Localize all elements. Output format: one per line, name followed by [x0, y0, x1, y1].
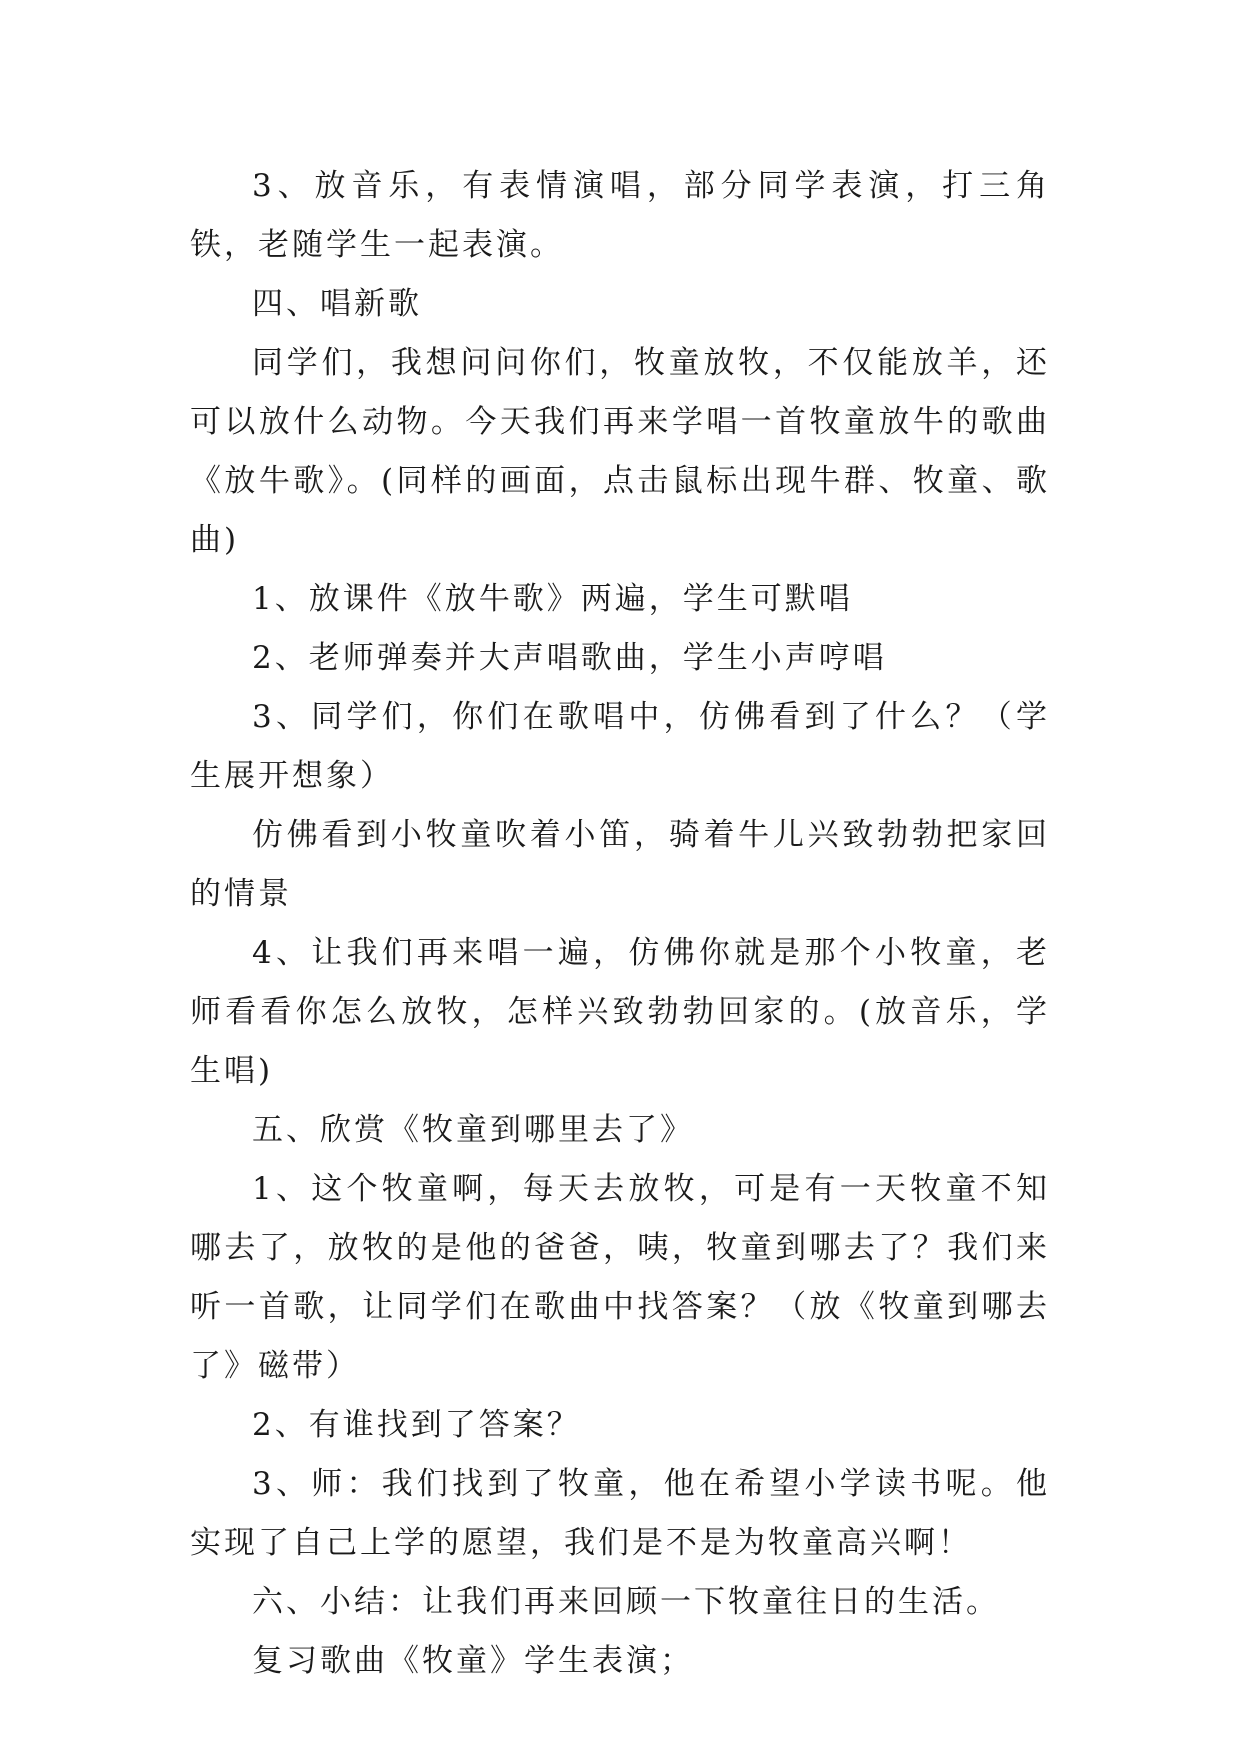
- paragraph-1: 3、放音乐，有表情演唱，部分同学表演，打三角铁，老随学生一起表演。: [190, 168, 1050, 263]
- section-heading-appreciation: 五、欣赏《牧童到哪里去了》: [252, 1112, 694, 1148]
- paragraph-10: 1、这个牧童啊，每天去放牧，可是有一天牧童不知哪去了，放牧的是他的爸爸，咦，牧童到哪去了？我们来听一首歌，让同学们在歌曲中找答案？（放《牧童到哪去了》磁带）: [190, 1171, 1050, 1384]
- paragraph-4: 1、放课件《放牛歌》两遍，学生可默唱: [252, 581, 853, 617]
- paragraph-14: 复习歌曲《牧童》学生表演；: [252, 1643, 694, 1679]
- paragraph-12: 3、师：我们找到了牧童，他在希望小学读书呢。他实现了自己上学的愿望，我们是不是为牧童高兴啊！: [190, 1466, 1050, 1561]
- section-heading-sing-new-song: 四、唱新歌: [252, 286, 422, 322]
- paragraph-11: 2、有谁找到了答案？: [252, 1407, 581, 1443]
- paragraph-7: 仿佛看到小牧童吹着小笛，骑着牛儿兴致勃勃把家回的情景: [190, 817, 1050, 912]
- paragraph-5: 2、老师弹奏并大声唱歌曲，学生小声哼唱: [252, 640, 887, 676]
- paragraph-3: 同学们，我想问问你们，牧童放牧，不仅能放羊，还可以放什么动物。今天我们再来学唱一首牧童放牛的歌曲《放牛歌》。(同样的画面，点击鼠标出现牛群、牧童、歌曲): [190, 345, 1050, 558]
- paragraph-8: 4、让我们再来唱一遍，仿佛你就是那个小牧童，老师看看你怎么放牧，怎样兴致勃勃回家的。(放音乐，学生唱): [190, 935, 1050, 1089]
- section-heading-summary: 六、小结：让我们再来回顾一下牧童往日的生活。: [252, 1584, 1000, 1620]
- paragraph-6: 3、同学们，你们在歌唱中，仿佛看到了什么？（学生展开想象）: [190, 699, 1050, 794]
- document-body: [190, 157, 1050, 1691]
